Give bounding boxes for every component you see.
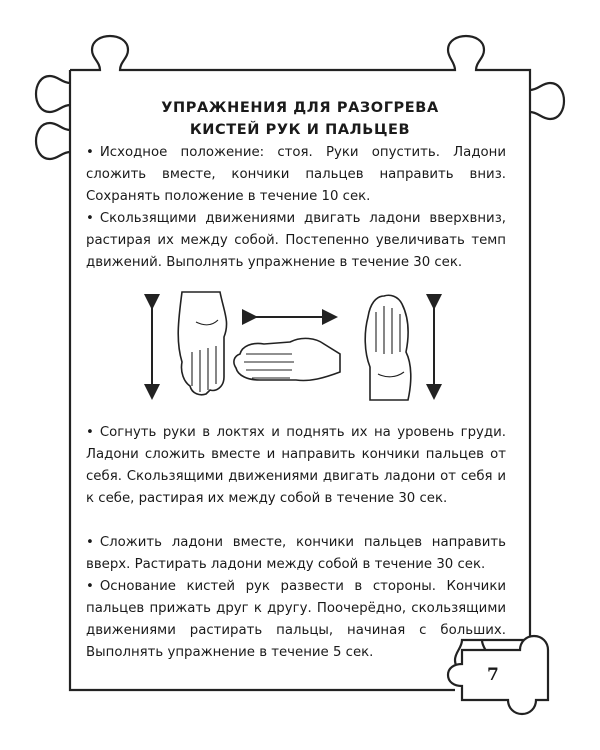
hand-pointing-left-icon — [234, 338, 340, 380]
bullet: • — [86, 211, 94, 226]
paragraph-text: Основание кистей рук развести в стороны. Кончики пальцев прижать друг к другу. Поочерёдно, скользящими движениями растирать пальцы, начиная с больших. Выполнять упражнение в течение 5 сек. — [86, 579, 506, 660]
exercise-paragraph-2 — [86, 208, 506, 274]
bullet: • — [86, 535, 94, 550]
paragraph-text: Согнуть руки в локтях и поднять их на уровень груди. Ладони сложить вместе и направить кончики пальцев от себя. Скользящими движениями двигать ладони от себя и к себе, растирая их между собой в течение 30 сек. — [86, 425, 506, 506]
exercise-paragraph-4 — [86, 532, 506, 576]
exercise-paragraph-1 — [86, 142, 506, 208]
bullet: • — [86, 425, 94, 440]
frame-corner-left-knob — [36, 123, 70, 159]
frame-corner-right-knob — [530, 83, 564, 119]
bullet: • — [86, 145, 94, 160]
title-line-2: КИСТЕЙ РУК И ПАЛЬЦЕВ — [189, 122, 411, 138]
exercise-paragraph-3 — [86, 422, 506, 510]
paragraph-text: Скользящими движениями двигать ладони вверхвниз, растирая их между собой. Постепенно увеличивать темп движений. Выполнять упражнение в течение 30 сек. — [86, 211, 506, 270]
page-number: 7 — [487, 665, 499, 685]
hands-illustration — [120, 282, 460, 412]
exercise-paragraph-5 — [86, 576, 506, 664]
hand-pointing-down-icon — [178, 292, 226, 395]
title-line-1: УПРАЖНЕНИЯ ДЛЯ РАЗОГРЕВА — [161, 100, 439, 116]
bullet: • — [86, 579, 94, 594]
paragraph-text: Сложить ладони вместе, кончики пальцев направить вверх. Растирать ладони между собой в течение 30 сек. — [86, 535, 506, 572]
page-title — [90, 97, 510, 141]
hand-pointing-up-icon — [365, 295, 411, 400]
paragraph-text: Исходное положение: стоя. Руки опустить. Ладони сложить вместе, кончики пальцев направить вниз. Сохранять положение в течение 10 сек. — [86, 145, 506, 204]
